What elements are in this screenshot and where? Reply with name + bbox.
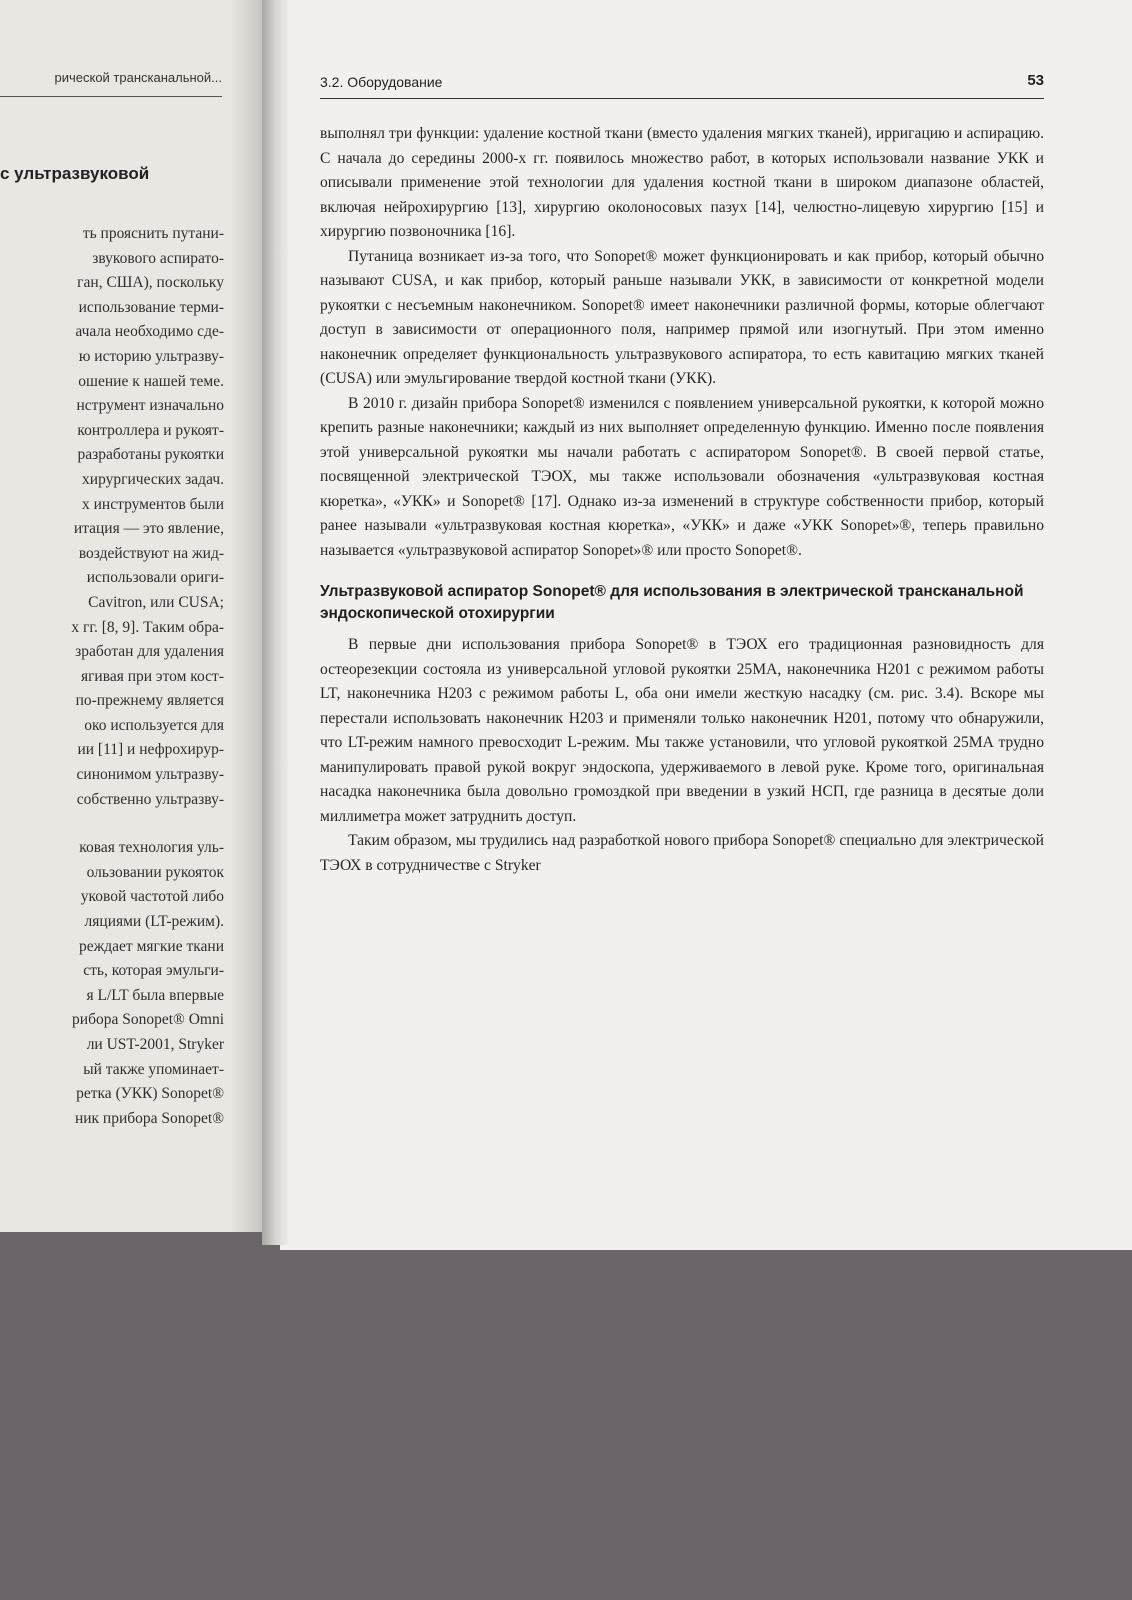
left-line: рибора Sonopet® Omni	[72, 1011, 224, 1029]
left-line: я L/LT была впервые	[86, 986, 224, 1004]
left-line: использовали ориги-	[86, 569, 224, 587]
left-text-column	[0, 222, 224, 1131]
book-gutter	[262, 0, 288, 1245]
left-line: Cavitron, или CUSA;	[88, 593, 224, 611]
left-line: собственно ультразву-	[76, 790, 224, 808]
left-line: ли UST-2001, Stryker	[86, 1036, 224, 1053]
left-running-header: рической трансканальной...	[0, 64, 222, 97]
left-line: ягивая при этом кост-	[80, 667, 224, 685]
running-header	[320, 68, 1044, 99]
left-line: итация — это явление,	[73, 520, 224, 538]
left-line: ю историю ультразву-	[78, 347, 224, 365]
left-line: ый также упоминает-	[83, 1060, 224, 1078]
left-line: ляциями (LT-режим).	[84, 913, 224, 931]
left-line: сть, которая эмульги-	[83, 962, 224, 980]
left-page	[0, 0, 270, 1232]
left-line: зработан для удаления	[75, 643, 224, 661]
left-line: ть прояснить путани-	[82, 225, 224, 242]
left-line: ретка (УКК) Sonopet®	[76, 1085, 224, 1103]
left-line: ковая технология уль-	[79, 839, 224, 857]
left-line: ган, США), поскольку	[77, 274, 224, 292]
left-line: по-прежнему является	[75, 692, 224, 710]
paragraph: выполнял три функции: удаление костной ткани (вместо удаления мягких тканей), ирригацию и аспирацию. С начала до середины 2000-х гг. появилось множество работ, в которых использовали название УКК и описывали применение этой технологии для удаления костной ткани в широком диапазоне областей, включая нейрохирургию [13], хирургию околоносовых пазух [14], челюстно-лицевую хирургию [15] и хирургию позвоночника [16].	[320, 125, 1044, 240]
left-section-heading: с ультразвуковой	[0, 164, 150, 183]
left-line: хирургических задач.	[82, 470, 224, 488]
left-line: нструмент изначально	[76, 397, 224, 415]
paragraph: Таким образом, мы трудились над разработкой нового прибора Sonopet® специально для электрической ТЭОХ в сотрудничестве с Stryker	[320, 832, 1044, 874]
subsection-heading: Ультразвуковой аспиратор Sonopet® для использования в электрической трансканальной эндоскопической отохирургии	[320, 583, 1024, 622]
left-line: использование терми-	[78, 298, 224, 316]
paragraph: Путаница возникает из-за того, что Sonopet® может функционировать и как прибор, который обычно называют CUSA, и как прибор, который раньше называли УКК, в зависимости от конкретной модели рукоятки с несъемным наконечником. Sonopet® имеет наконечники различной формы, которые облегчают доступ в зависимости от операционного поля, например прямой или изогнутый. При этом именно наконечник определяет функциональность ультразвукового аспиратора, то есть кавитацию мягких тканей (CUSA) или эмульгирование твердой костной ткани (УКК).	[320, 247, 1044, 387]
left-line: разработаны рукоятки	[77, 446, 224, 464]
left-line: ользовании рукояток	[86, 863, 224, 881]
page-number: 53	[1027, 72, 1044, 89]
left-line: ошение к нашей теме.	[78, 372, 224, 390]
left-line: ачала необходимо сде-	[75, 323, 224, 341]
left-line: око используется для	[84, 716, 224, 734]
left-line: ник прибора Sonopet®	[74, 1109, 224, 1127]
section-title: 3.2. Оборудование	[320, 74, 443, 90]
left-line: звукового аспирато-	[92, 249, 224, 267]
left-line: х инструментов были	[82, 495, 224, 513]
paragraph: В 2010 г. дизайн прибора Sonopet® изменился с появлением универсальной рукоятки, к которой можно крепить разные наконечники; каждый из них выполняет определенную функцию. Именно после появления этой универсальной рукоятки мы начали работать с аспиратором Sonopet®. В своей первой статье, посвященной электрической ТЭОХ, мы также использовали обозначения «ультразвуковая костная кюретка», «УКК» и Sonopet® [17]. Однако из-за изменений в структуре собственности прибор, который ранее называли «ультразвуковая костная кюретка», «УКК» и даже «УКК Sonopet»®, теперь правильно называется «ультразвуковой аспиратор Sonopet»® или просто Sonopet®.	[320, 394, 1044, 559]
left-line: х гг. [8, 9]. Таким обра-	[71, 618, 224, 636]
left-line: синонимом ультразву-	[76, 766, 224, 784]
paragraph: В первые дни использования прибора Sonopet® в ТЭОХ его традиционная разновидность для остеорезекции состояла из универсальной угловой рукоятки 25MA, наконечника H201 с режимом работы LT, наконечника H203 с режимом работы L, оба они имели жесткую насадку (см. рис. 3.4). Вскоре мы перестали использовать наконечник H203 и применяли только наконечник H201, потому что обнаружили, что LT-режим намного превосходит L-режим. Мы также установили, что угловой рукояткой 25MA трудно манипулировать правой рукой вокруг эндоскопа, удерживаемого в левой руке. Кроме того, оригинальная насадка наконечника была довольно громоздкой при введении в узкий НСП, где разница в десятые доли миллиметра может затруднить доступ.	[320, 636, 1044, 825]
left-line: реждает мягкие ткани	[78, 937, 224, 955]
right-page	[280, 0, 1132, 1250]
left-line: уковой частотой либо	[80, 888, 224, 906]
body-text	[320, 122, 1044, 878]
left-line: воздействуют на жид-	[78, 544, 224, 562]
left-line: контроллера и рукоят-	[77, 421, 224, 439]
left-line: ии [11] и нефрохирур-	[77, 741, 224, 759]
